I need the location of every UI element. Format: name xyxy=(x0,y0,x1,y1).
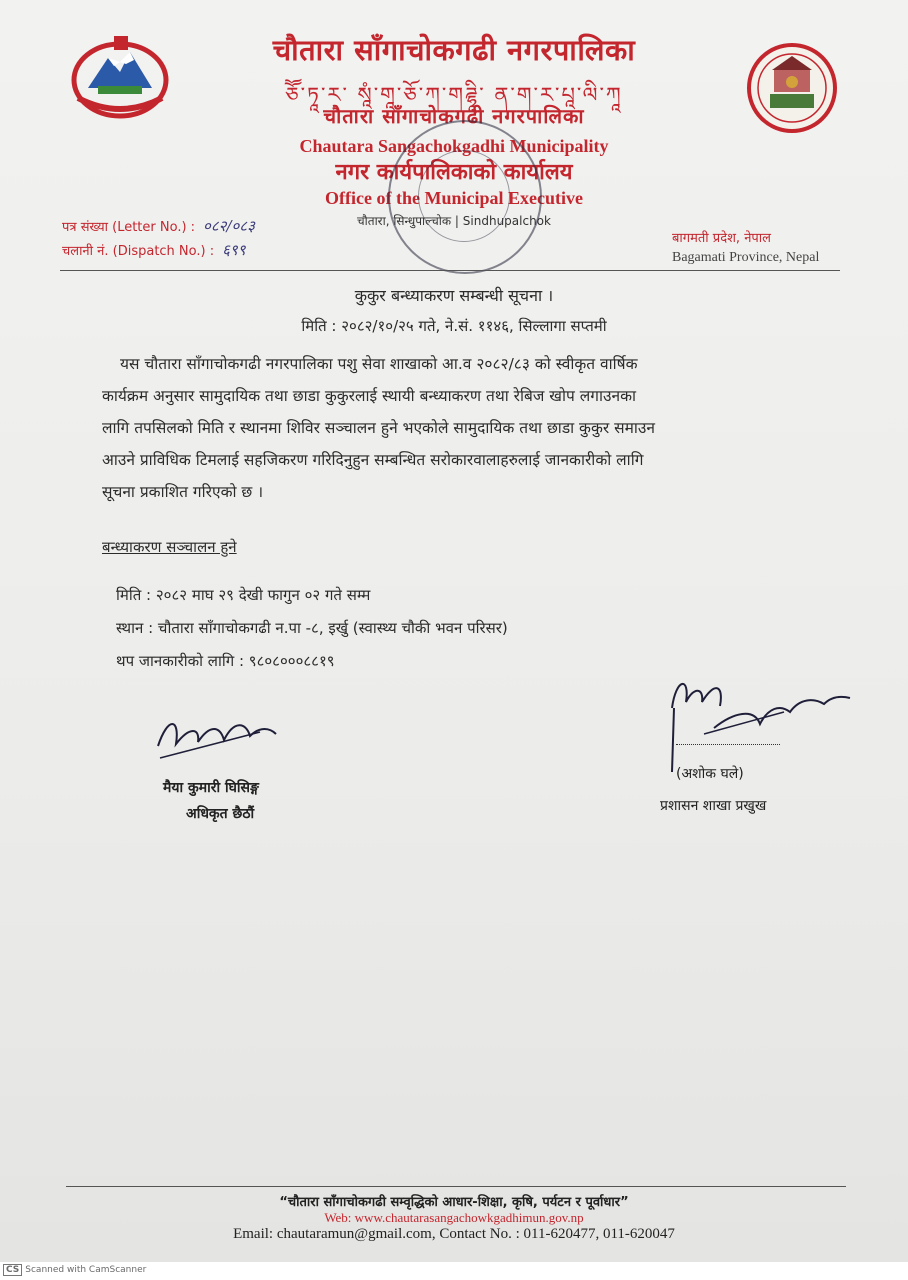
footer-website: Web: www.chautarasangachowkgadhimun.gov.np xyxy=(324,1210,584,1225)
office-name-english: Office of the Municipal Executive xyxy=(325,188,583,208)
camscanner-logo-icon: CS xyxy=(3,1264,22,1276)
dispatch-number xyxy=(62,240,246,260)
header-divider xyxy=(60,270,840,271)
province-nepali: बागमती प्रदेश, नेपाल xyxy=(672,231,771,246)
office-seal-inner-ring xyxy=(418,150,510,242)
footer-contact: Email: chautaramun@gmail.com, Contact No. : 011-620477, 011-620047 xyxy=(233,1226,675,1242)
notice-date: मिति : २०८२/१०/२५ गते, ने.सं. ११४६, सिल्लागा सप्तमी xyxy=(301,317,607,335)
signature-line xyxy=(676,744,780,745)
detail-location: स्थान : चौतारा साँगाचोकगढी न.पा -८, इर्खु (स्वास्थ्य चौकी भवन परिसर) xyxy=(116,619,508,637)
left-signatory-name: मैया कुमारी घिसिङ्ग xyxy=(163,780,259,796)
notice-subject: कुकुर बन्ध्याकरण सम्बन्धी सूचना । xyxy=(354,286,554,305)
right-signatory-role: प्रशासन शाखा प्रखुख xyxy=(660,798,767,814)
right-signatory-name: (अशोक घले) xyxy=(676,766,744,782)
province-english: Bagamati Province, Nepal xyxy=(672,250,820,265)
municipality-name-newari: चौतारा साँगाचोकगढी नगरपालिका xyxy=(323,104,585,128)
dispatch-number-label: चलानी नं. (Dispatch No.) : xyxy=(62,244,215,259)
office-seal-stamp xyxy=(388,120,542,274)
notice-body-line: कार्यक्रम अनुसार सामुदायिक तथा छाडा कुकुरलाई स्थायी बन्ध्याकरण तथा रेबिज खोप लगाउनका xyxy=(102,387,636,405)
notice-body-line: सूचना प्रकाशित गरिएको छ । xyxy=(102,483,264,501)
letter-number-value: ०८२/०८३ xyxy=(203,217,255,235)
scanner-badge xyxy=(3,1264,146,1276)
address-line: चौतारा, सिन्धुपाल्चोक | Sindhupalchok xyxy=(357,214,551,228)
letter-number xyxy=(62,216,255,236)
notice-body-line: आउने प्राविधिक टिमलाई सहजिकरण गरिदिनुहुन सम्बन्धित सरोकारवालाहरुलाई जानकारीको लागि xyxy=(102,451,644,469)
office-name-nepali: नगर कार्यपालिकाको कार्यालय xyxy=(335,160,573,185)
left-signatory-role: अधिकृत छैठौं xyxy=(186,806,255,822)
detail-contact: थप जानकारीको लागि : ९८०८०००८८१९ xyxy=(116,652,335,670)
section-heading: बन्ध्याकरण सञ्चालन हुने xyxy=(102,538,237,556)
municipality-name-english: Chautara Sangachokgadhi Municipality xyxy=(299,136,609,156)
scanner-badge-text: Scanned with CamScanner xyxy=(25,1265,147,1275)
left-signature xyxy=(150,706,290,766)
detail-date: मिति : २०८२ माघ २९ देखी फागुन ०२ गते सम्म xyxy=(116,586,371,604)
footer-slogan: “चौतारा साँगाचोकगढी सम्वृद्धिको आधार-शिक्षा, कृषि, पर्यटन र पूर्वाधार” xyxy=(279,1195,629,1210)
letter-number-label: पत्र संख्या (Letter No.) : xyxy=(62,220,196,235)
notice-body-line: लागि तपसिलको मिति र स्थानमा शिविर सञ्चालन हुने भएकोले सामुदायिक तथा छाडा कुकुर समाउन xyxy=(102,419,655,437)
notice-body-line: यस चौतारा साँगाचोकगढी नगरपालिका पशु सेवा शाखाको आ.व २०८२/८३ को स्वीकृत वार्षिक xyxy=(120,355,638,373)
dispatch-number-value: ६९९ xyxy=(222,241,246,259)
footer-divider xyxy=(66,1186,846,1187)
municipality-name-nepali: चौतारा साँगाचोकगढी नगरपालिका xyxy=(272,33,636,67)
right-signature xyxy=(664,668,854,774)
municipality-name-tamang: ཅཽ་ཏཱ་ར་ སཱཾ་གཱ་ཅོ་ཀ་གཌྷཱི་ ན་ག་ར་པཱ་ལི་ཀཱ xyxy=(285,83,623,107)
